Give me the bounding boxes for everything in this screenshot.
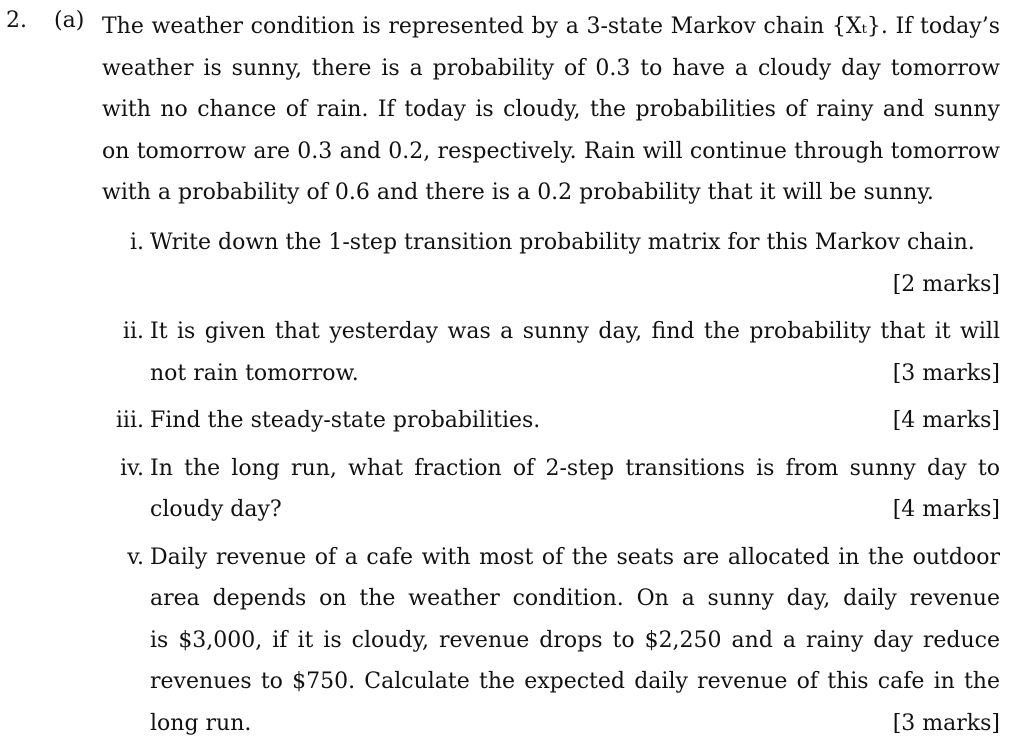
marks-label: [4 marks]	[892, 408, 1000, 433]
intro-line: weather is sunny, there is a probability of 0.3 to have a cloudy day tomorrow	[102, 55, 1000, 81]
intro-line: on tomorrow are 0.3 and 0.2, respectively. Rain will continue through tomorrow	[102, 138, 1000, 164]
question-intro	[102, 6, 1000, 214]
sub-question-text: not rain tomorrow.	[150, 360, 359, 386]
sub-question-list	[102, 222, 1000, 744]
marks-label: [2 marks]	[892, 271, 1000, 297]
sub-question-iv	[102, 448, 1000, 531]
sub-question-label: v.	[127, 544, 144, 570]
sub-question-ii	[102, 311, 1000, 394]
intro-line: with no chance of rain. If today is cloudy, the probabilities of rainy and sunny	[102, 97, 1000, 122]
marks-label: [4 marks]	[892, 497, 1000, 522]
sub-question-text: Write down the 1-step transition probability matrix for this Markov chain.	[150, 230, 975, 255]
sub-question-label: iv.	[120, 455, 144, 481]
part-label: (a)	[54, 8, 85, 33]
question-number: 2.	[6, 8, 27, 33]
sub-question-text: Find the steady-state probabilities.	[150, 408, 541, 433]
marks-label: [3 marks]	[892, 360, 1000, 386]
sub-question-text: Daily revenue of a cafe with most of the seats are allocated in the outdoor	[150, 544, 1000, 570]
sub-question-text: It is given that yesterday was a sunny day, find the probability that it will	[150, 319, 1000, 344]
sub-question-text: revenues to $750. Calculate the expected daily revenue of this cafe in the	[150, 669, 1000, 694]
sub-question-v	[102, 537, 1000, 745]
intro-line: The weather condition is represented by a 3-state Markov chain {Xₜ}. If today’s	[102, 14, 1000, 39]
sub-question-iii	[102, 400, 1000, 442]
sub-question-label: i.	[129, 230, 144, 255]
intro-line: with a probability of 0.6 and there is a 0.2 probability that it will be sunny.	[102, 180, 934, 205]
sub-question-i	[102, 222, 1000, 305]
sub-question-text: long run.	[150, 710, 252, 736]
sub-question-text: is $3,000, if it is cloudy, revenue drops to $2,250 and a rainy day reduce	[150, 627, 1000, 653]
sub-question-label: ii.	[122, 319, 144, 344]
marks-label: [3 marks]	[892, 710, 1000, 736]
sub-question-text: In the long run, what fraction of 2-step transitions is from sunny day to	[150, 455, 1000, 481]
sub-question-text: cloudy day?	[150, 497, 282, 522]
sub-question-text: area depends on the weather condition. On a sunny day, daily revenue	[150, 586, 1000, 611]
sub-question-label: iii.	[115, 408, 144, 433]
